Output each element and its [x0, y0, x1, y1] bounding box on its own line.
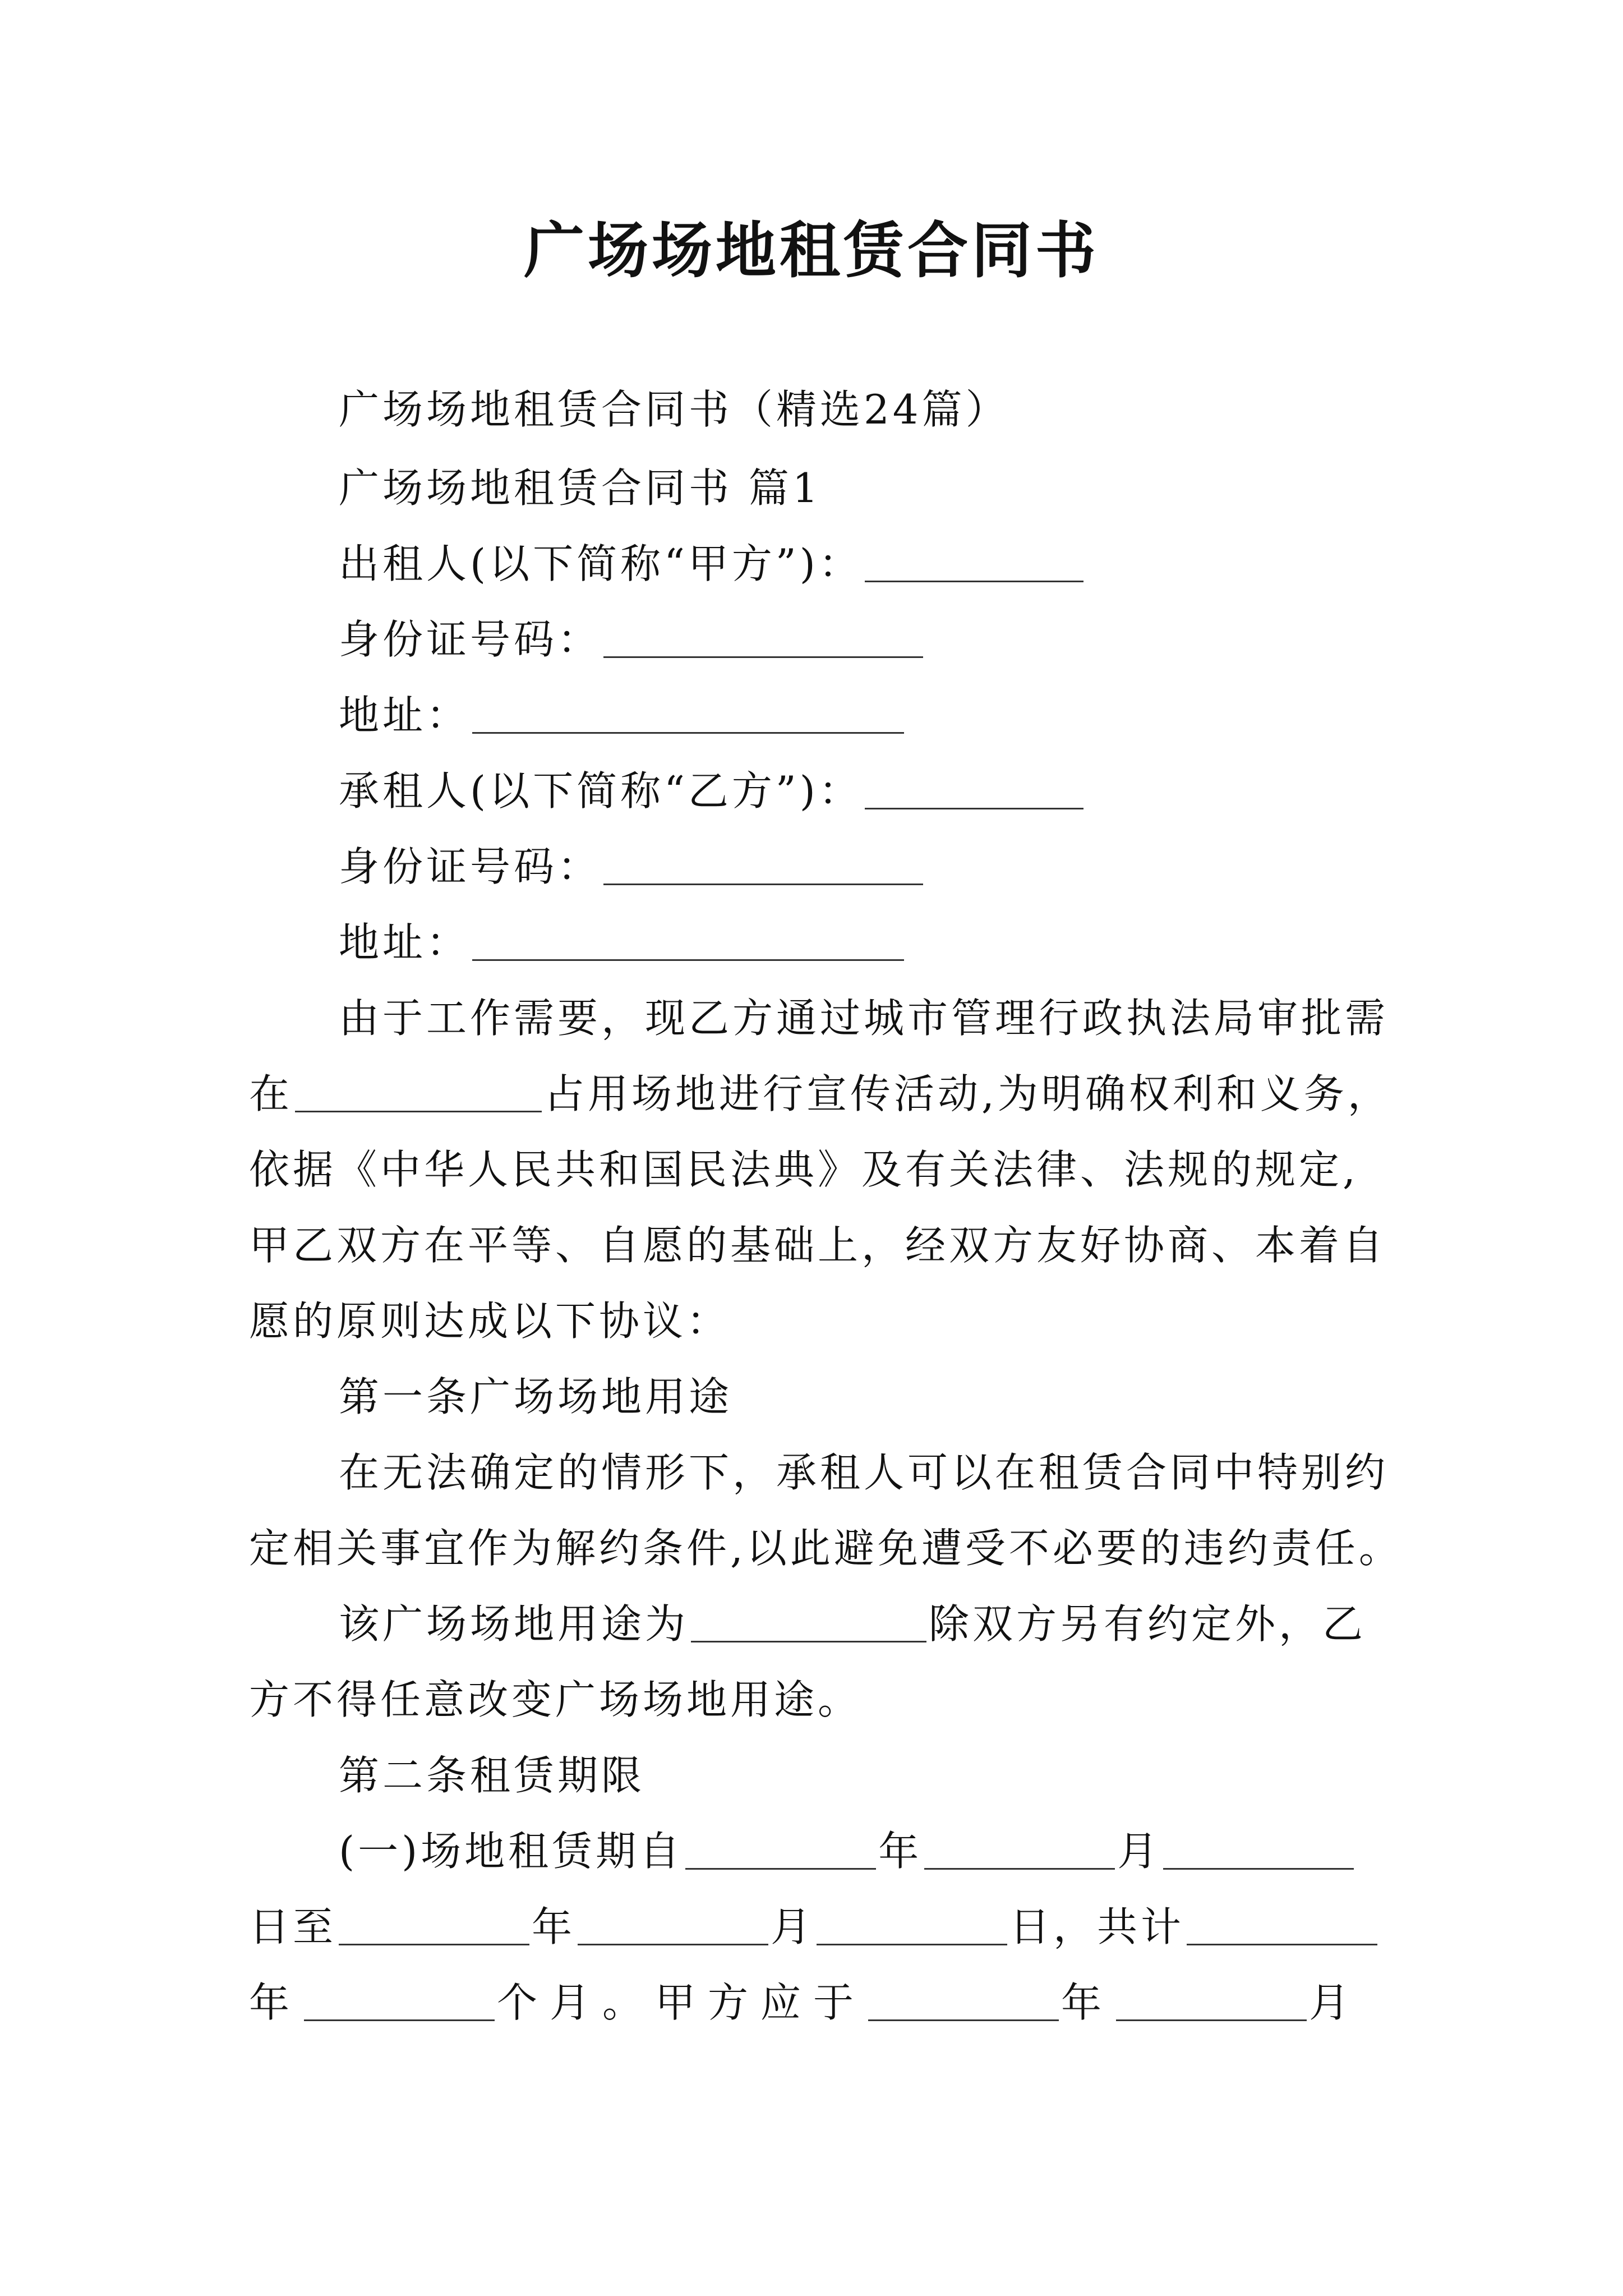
lessor-blank	[865, 547, 1083, 582]
article2-line1: (一)场地租赁期自 年 月	[339, 1823, 1356, 1879]
lessee-address-blank	[472, 926, 904, 961]
article1-p2-line1: 该广场场地用途为 除双方另有约定外，乙	[339, 1600, 1367, 1648]
lessee-address-label: 地址：	[339, 919, 471, 966]
lessor-id-label: 身份证号码：	[339, 616, 602, 663]
document-title: 广场场地租赁合同书	[523, 215, 1099, 286]
para1-line5: 愿的原则达成以下协议：	[249, 1297, 731, 1345]
lessor-id-blank	[603, 623, 923, 658]
lessee-address-line	[339, 914, 906, 970]
article2-line3: 年 个月。甲方应于 年 月	[249, 1979, 1362, 2026]
article2-heading: 第二条租赁期限	[339, 1752, 645, 1799]
article1-p1-line2: 定相关事宜作为解约条件,以此避免遭受不必要的违约责任。	[249, 1525, 1403, 1572]
activity-location-blank	[295, 1077, 542, 1112]
lessor-address-label: 地址：	[339, 692, 471, 739]
lessor-address-line	[339, 687, 906, 743]
lessor-line	[339, 536, 1086, 592]
article1-p1-line1: 在无法确定的情形下，承租人可以在租赁合同中特别约	[339, 1449, 1389, 1496]
lessor-id-line	[339, 611, 925, 668]
usage-blank	[691, 1607, 926, 1642]
article1-p2-line2: 方不得任意改变广场场地用途。	[249, 1676, 862, 1723]
lessee-blank	[865, 774, 1083, 809]
subtitle: 广场场地租赁合同书（精选24篇）	[339, 386, 1009, 433]
lessor-label: 出租人(以下简称“甲方”)：	[339, 540, 863, 587]
para1-line1: 由于工作需要，现乙方通过城市管理行政执法局审批需	[339, 995, 1389, 1042]
section-heading: 广场场地租赁合同书 篇1	[339, 464, 822, 512]
lessor-address-blank	[472, 698, 904, 734]
para1-line4: 甲乙双方在平等、自愿的基础上，经双方友好协商、本着自	[249, 1222, 1387, 1269]
lessee-id-label: 身份证号码：	[339, 843, 602, 890]
article2-line2: 日至 年 月 日，共计	[249, 1899, 1380, 1955]
lessee-id-blank	[603, 850, 923, 885]
lessee-id-line	[339, 839, 925, 895]
lessee-label: 承租人(以下简称“乙方”)：	[339, 767, 863, 815]
lessee-line	[339, 763, 1086, 819]
article1-heading: 第一条广场场地用途	[339, 1373, 733, 1420]
para1-line2: 在 占用场地进行宣传活动,为明确权利和义务，	[249, 1070, 1391, 1117]
para1-line3: 依据《中华人民共和国民法典》及有关法律、法规的规定,	[249, 1146, 1359, 1193]
